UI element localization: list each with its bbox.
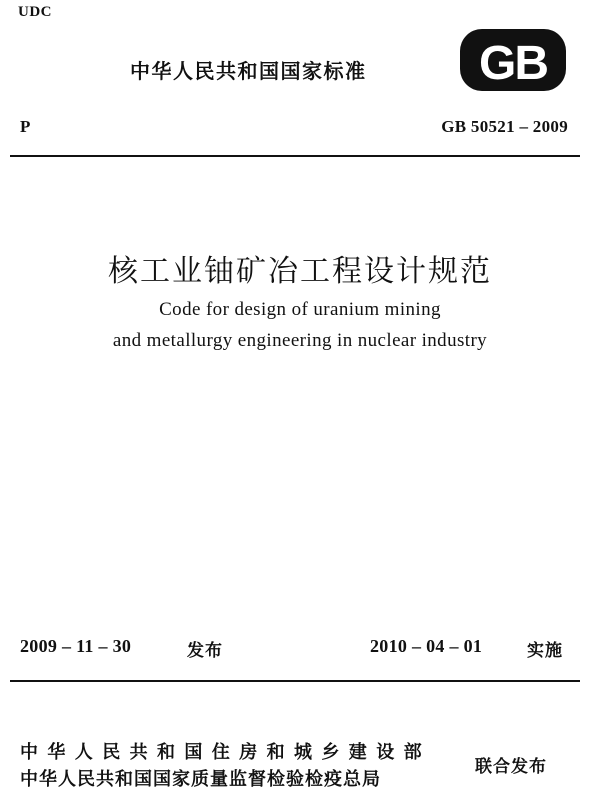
joint-issue-label: 联合发布	[475, 757, 547, 777]
top-divider	[10, 155, 580, 157]
title-english-line2: and metallurgy engineering in nuclear industry	[112, 330, 488, 351]
issue-date: 2009 – 11 – 30	[20, 636, 132, 656]
implement-date: 2010 – 04 – 01	[370, 636, 483, 656]
gb-logo-text: GB	[479, 37, 547, 90]
title-chinese: 核工业铀矿冶工程设计规范	[108, 254, 492, 289]
national-standard-heading: 中华人民共和国国家标准	[130, 59, 367, 83]
classification-code: P	[20, 117, 31, 136]
issuer-line1: 中华人民共和国住房和城乡建设部	[20, 742, 431, 763]
standard-number: GB 50521 – 2009	[441, 117, 568, 136]
udc-label: UDC	[18, 4, 52, 20]
bottom-divider	[10, 680, 580, 682]
implement-label: 实施	[527, 641, 563, 661]
issue-label: 发布	[187, 641, 223, 661]
title-english-line1: Code for design of uranium mining	[159, 299, 441, 320]
gb-logo	[458, 26, 568, 94]
issuer-line2: 中华人民共和国国家质量监督检验检疫总局	[20, 769, 381, 790]
